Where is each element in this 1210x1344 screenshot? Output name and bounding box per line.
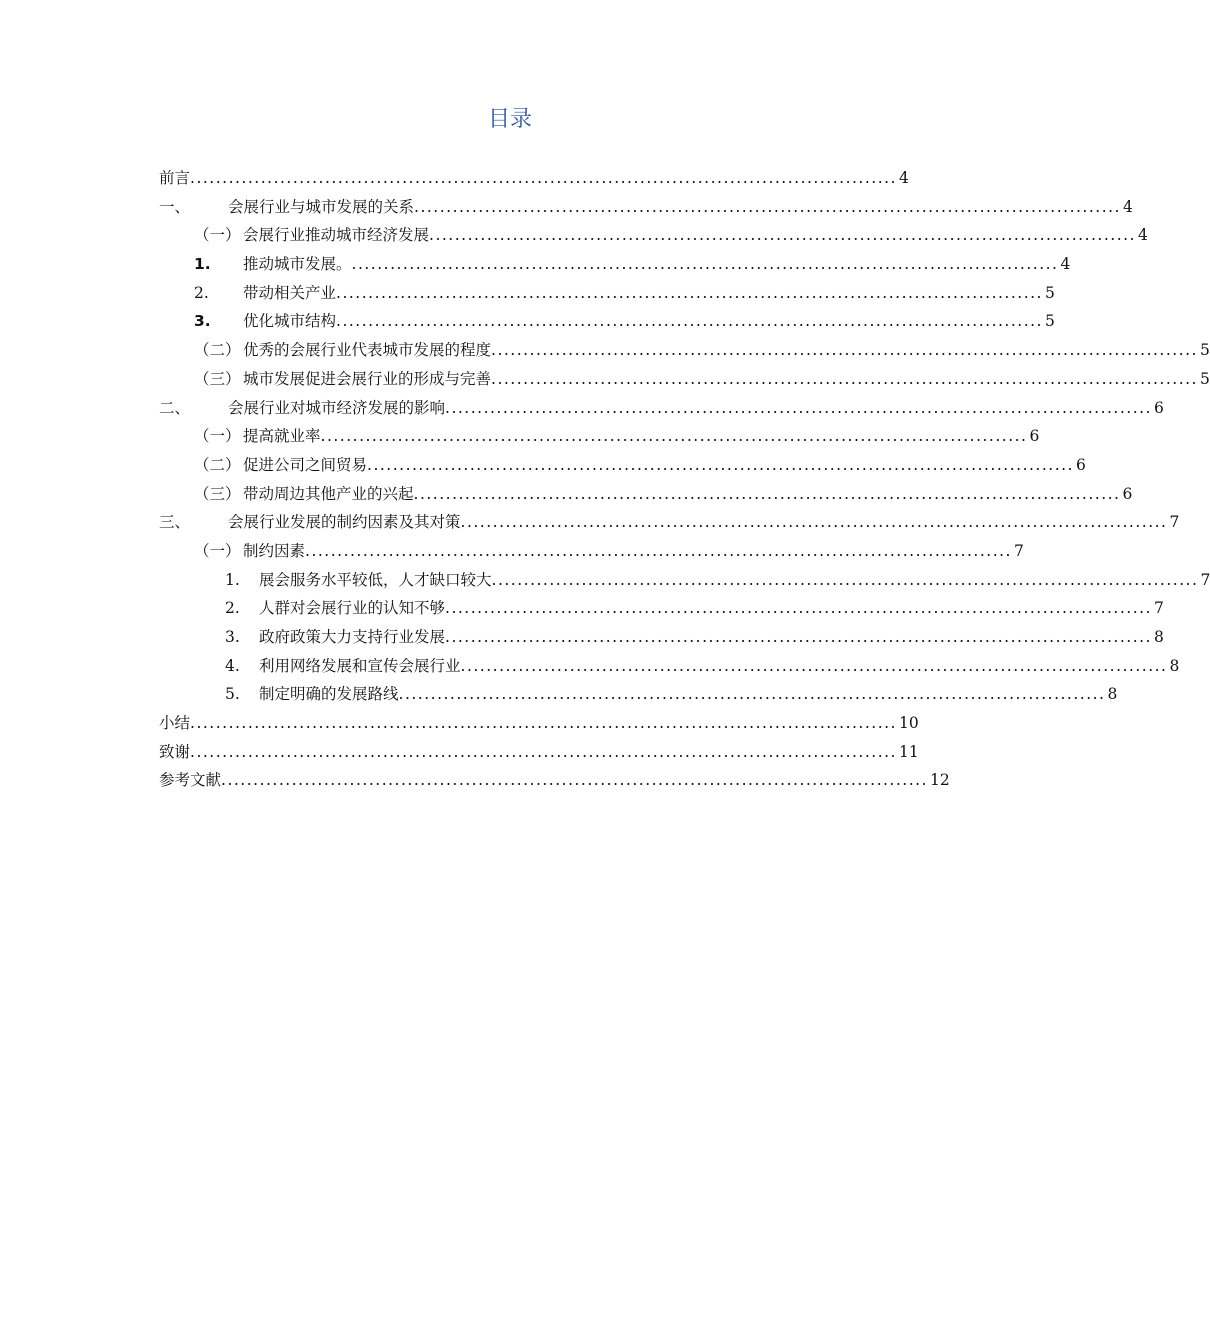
toc-entry-page: 7 <box>1169 513 1180 532</box>
toc-entry-number: 2. <box>194 283 209 302</box>
toc-entry-page: 5 <box>1045 312 1055 331</box>
toc-leader-dots: .............................................................................................................. <box>445 628 1152 646</box>
toc-leader-dots: .............................................................................................................. <box>445 599 1152 618</box>
toc-leader-dots: .............................................................................................................. <box>351 255 1059 274</box>
toc-entry-label: 会展行业与城市发展的关系 <box>228 197 415 216</box>
toc-entry-page: 4 <box>1138 226 1148 245</box>
toc-entry-number: （三） <box>194 484 241 503</box>
toc-leader-dots: .............................................................................................................. <box>445 398 1152 417</box>
toc-entry-page: 7 <box>1154 599 1164 618</box>
toc-entry-number: （二） <box>194 341 241 360</box>
toc-leader-dots: .............................................................................................................. <box>460 656 1168 675</box>
toc-entry-page: 6 <box>1154 398 1164 417</box>
toc-entry-label: 提高就业率 <box>243 427 321 446</box>
toc-entry-label: 制约因素 <box>243 541 306 560</box>
toc-entry[interactable] <box>159 711 919 740</box>
toc-entry-page: 4 <box>1060 255 1071 274</box>
toc-entry[interactable] <box>159 396 1164 425</box>
toc-entry[interactable] <box>159 482 1133 511</box>
toc-entry-number: 三、 <box>159 513 191 532</box>
toc-entry[interactable] <box>159 740 919 769</box>
toc-entry[interactable] <box>159 596 1164 625</box>
toc-entry[interactable] <box>159 625 1164 654</box>
toc-entry[interactable] <box>159 568 1210 597</box>
toc-entry[interactable] <box>159 453 1086 482</box>
toc-entry-label: 人群对会展行业的认知不够 <box>259 599 446 618</box>
toc-leader-dots: .............................................................................................................. <box>491 369 1198 388</box>
toc-leader-dots: .............................................................................................................. <box>190 742 897 761</box>
toc-entry-label: 制定明确的发展路线 <box>259 685 399 704</box>
toc-entry-label: 促进公司之间贸易 <box>243 455 368 474</box>
toc-entry[interactable] <box>159 424 1040 453</box>
toc-entry-number: 3. <box>194 312 211 331</box>
toc-entry-page: 4 <box>899 169 909 187</box>
toc-entry[interactable] <box>159 223 1148 252</box>
toc-entry-number: 一、 <box>159 197 191 216</box>
toc-entry-label: 展会服务水平较低，人才缺口较大 <box>259 570 492 589</box>
toc-entry-label: 政府政策大力支持行业发展 <box>259 628 446 646</box>
toc-entry-page: 7 <box>1014 541 1024 560</box>
toc-entry[interactable] <box>159 367 1210 396</box>
toc-leader-dots: .............................................................................................................. <box>221 771 928 790</box>
toc-entry-page: 6 <box>1076 455 1086 474</box>
toc-entry-number: 1. <box>194 255 211 274</box>
toc-entry-number: 3. <box>225 628 240 646</box>
toc-entry-page: 12 <box>930 771 950 790</box>
toc-entry-page: 11 <box>899 742 919 761</box>
toc-entry-number: （一） <box>194 541 241 560</box>
toc-entry-number: 二、 <box>159 398 191 417</box>
toc-leader-dots: .............................................................................................................. <box>336 283 1043 302</box>
toc-leader-dots: .............................................................................................................. <box>367 455 1074 474</box>
toc-leader-dots: .............................................................................................................. <box>491 341 1198 360</box>
toc-entry-label: 前言 <box>159 169 191 187</box>
toc-entry-number: 1. <box>225 570 240 589</box>
toc-leader-dots: .............................................................................................................. <box>190 714 897 733</box>
toc-list <box>159 166 1210 797</box>
toc-entry-label: 会展行业推动城市经济发展 <box>243 226 430 245</box>
toc-entry-page: 8 <box>1154 628 1164 646</box>
toc-entry-label: 会展行业发展的制约因素及其对策 <box>228 513 461 532</box>
toc-entry-label: 推动城市发展。 <box>243 255 352 274</box>
toc-entry-label: 带动相关产业 <box>243 283 337 302</box>
toc-leader-dots: .............................................................................................................. <box>305 541 1012 560</box>
toc-entry-page: 5 <box>1200 341 1210 360</box>
toc-entry-number: （二） <box>194 455 241 474</box>
toc-title: 目录 <box>487 107 532 132</box>
toc-entry-number: （一） <box>194 226 241 245</box>
toc-entry[interactable] <box>159 252 1071 281</box>
toc-entry-page: 5 <box>1045 283 1055 302</box>
toc-entry[interactable] <box>159 338 1210 367</box>
toc-entry-page: 8 <box>1169 656 1180 675</box>
toc-entry-number: （三） <box>194 369 241 388</box>
toc-entry[interactable] <box>159 510 1180 539</box>
toc-entry-label: 小结 <box>159 714 191 733</box>
toc-entry[interactable] <box>159 539 1024 568</box>
toc-entry-number: 2. <box>225 599 240 618</box>
toc-entry-page: 6 <box>1122 484 1133 503</box>
toc-entry-page: 5 <box>1200 369 1210 388</box>
toc-entry-label: 利用网络发展和宣传会展行业 <box>259 656 461 675</box>
toc-entry[interactable] <box>159 166 909 195</box>
toc-entry-label: 优化城市结构 <box>243 312 337 331</box>
toc-entry-label: 优秀的会展行业代表城市发展的程度 <box>243 341 492 360</box>
toc-entry[interactable] <box>159 309 1055 338</box>
toc-entry-page: 4 <box>1123 197 1133 216</box>
toc-entry-number: 5. <box>225 685 240 704</box>
toc-entry[interactable] <box>159 195 1133 224</box>
toc-leader-dots: .............................................................................................................. <box>336 312 1043 331</box>
toc-leader-dots: .............................................................................................................. <box>413 484 1121 503</box>
toc-leader-dots: .............................................................................................................. <box>414 197 1121 216</box>
toc-entry-page: 8 <box>1107 685 1118 704</box>
toc-entry[interactable] <box>159 682 1118 711</box>
toc-leader-dots: .............................................................................................................. <box>320 427 1028 446</box>
toc-entry-label: 城市发展促进会展行业的形成与完善 <box>243 369 492 388</box>
toc-entry-page: 6 <box>1029 427 1040 446</box>
toc-entry-label: 参考文献 <box>159 771 222 790</box>
toc-entry-label: 致谢 <box>159 742 191 761</box>
toc-entry[interactable] <box>159 281 1055 310</box>
toc-leader-dots: .............................................................................................................. <box>460 513 1168 532</box>
toc-entry-number: （一） <box>194 427 241 446</box>
toc-entry-page: 7 <box>1200 570 1210 589</box>
toc-leader-dots: .............................................................................................................. <box>398 685 1106 704</box>
toc-leader-dots: .............................................................................................................. <box>491 570 1199 589</box>
toc-entry-label: 带动周边其他产业的兴起 <box>243 484 414 503</box>
toc-entry-number: 4. <box>225 656 240 675</box>
toc-entry-page: 10 <box>899 714 919 733</box>
toc-entry[interactable] <box>159 768 950 797</box>
toc-entry[interactable] <box>159 654 1180 683</box>
toc-leader-dots: .............................................................................................................. <box>429 226 1136 245</box>
toc-leader-dots: .............................................................................................................. <box>190 169 897 187</box>
toc-entry-label: 会展行业对城市经济发展的影响 <box>228 398 446 417</box>
